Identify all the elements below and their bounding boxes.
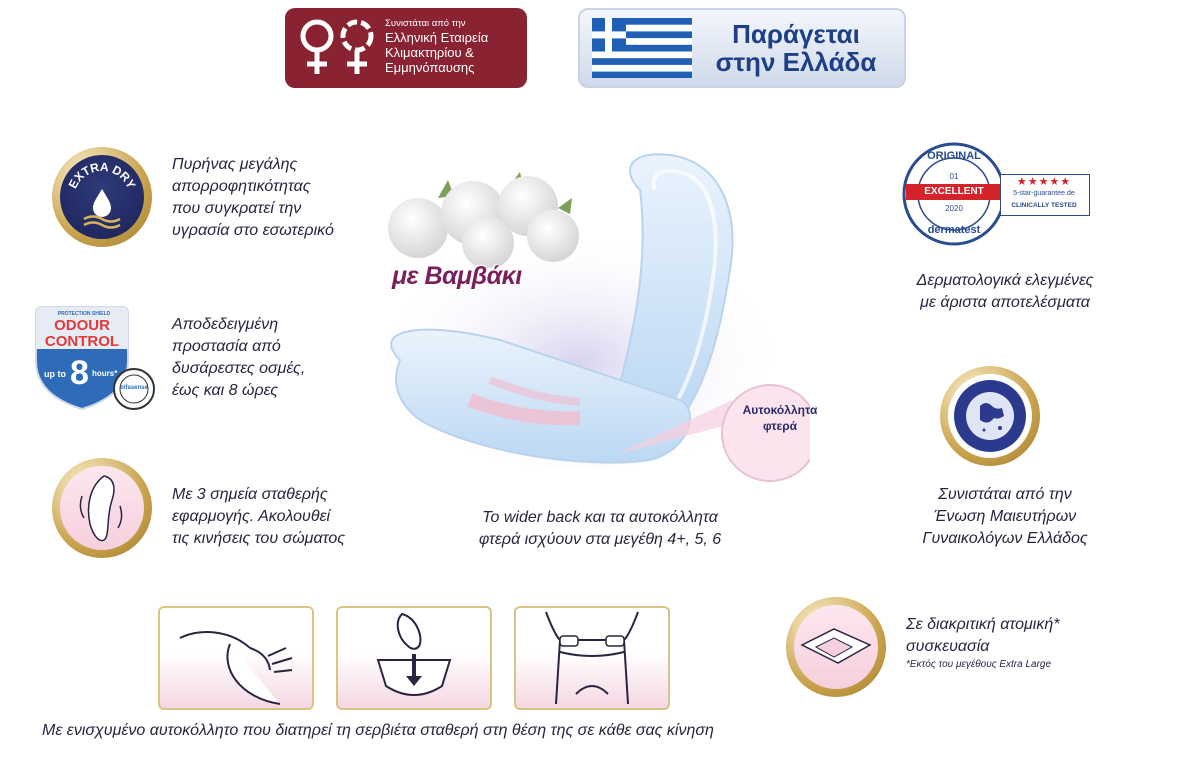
adhesive-caption: Με ενισχυμένο αυτοκόλλητο που διατηρεί τη σερβιέτα σταθερή στη θέση της σε κάθε σας κίνηση xyxy=(42,722,714,739)
feature-line: Συνιστάται από την xyxy=(938,486,1072,503)
feature-line: προστασία από xyxy=(172,338,281,355)
feature-line: που συγκρατεί την xyxy=(172,200,302,217)
feature-line: Ένωση Μαιευτήρων xyxy=(933,508,1077,525)
seal-year-top: 01 xyxy=(949,172,959,181)
wings-label-1: Αυτοκόλλητα xyxy=(742,403,818,417)
feature-line: υγρασία στο εσωτερικό xyxy=(172,222,334,239)
menopause-society-badge xyxy=(285,8,527,88)
cotton-label: με Βαμβάκι xyxy=(392,262,522,290)
wings-callout xyxy=(728,402,832,434)
cotton-balls-icon xyxy=(378,158,588,268)
apply-pad-illustration xyxy=(158,606,314,710)
pull-up-illustration xyxy=(514,606,670,710)
feature-line: έως και 8 ώρες xyxy=(172,382,278,399)
sizes-note xyxy=(458,507,742,551)
olfasense-seal: olfasense xyxy=(120,385,148,391)
obstetricians-union-seal-icon xyxy=(940,366,1040,466)
control-label: CONTROL xyxy=(44,333,120,350)
body-fit-icon xyxy=(52,458,152,558)
feature-line: Δερματολογικά ελεγμένες xyxy=(916,272,1094,289)
svg-text:EXTRA DRY xyxy=(66,160,139,191)
female-symbols-icon xyxy=(297,16,381,80)
individual-pack-text xyxy=(906,614,1059,672)
obstetricians-text xyxy=(880,484,1130,550)
protection-shield-label: PROTECTION SHIELD xyxy=(57,311,111,317)
feature-line: συσκευασία xyxy=(906,638,990,655)
made-line2: στην Ελλάδα xyxy=(715,47,877,77)
extra-dry-label: EXTRA DRY xyxy=(65,159,139,191)
sizes-note-line2: φτερά ισχύουν στα μεγέθη 4+, 5, 6 xyxy=(478,531,722,548)
dermatest-seal-icon xyxy=(902,142,1092,246)
extra-dry-text xyxy=(172,154,334,242)
greek-flag-icon xyxy=(592,18,692,78)
seal-brand: dermatest xyxy=(927,224,981,236)
seal-site: 5-star-guarantee.de xyxy=(1013,190,1075,197)
feature-line: Σε διακριτική ατομική* xyxy=(906,616,1060,633)
odour-label: ODOUR xyxy=(54,317,110,334)
wings-label-2: φτερά xyxy=(762,419,798,433)
menopause-society-text xyxy=(385,18,488,75)
extra-dry-icon xyxy=(52,147,152,247)
seal-tested: CLINICALLY TESTED xyxy=(1011,202,1077,209)
odour-control-icon xyxy=(30,305,158,413)
place-in-underwear-illustration xyxy=(336,606,492,710)
feature-line: δυσάρεστες οσμές, xyxy=(172,360,306,377)
made-in-greece-text xyxy=(696,20,896,76)
seal-excellent: EXCELLENT xyxy=(906,184,1002,200)
society-line3: Κλιμακτηρίου & xyxy=(385,45,474,60)
feature-line: τις κινήσεις του σώματος xyxy=(172,530,345,547)
individual-pack-icon xyxy=(786,597,886,697)
society-line4: Εμμηνόπαυσης xyxy=(385,60,475,75)
hours-number: 8 xyxy=(70,354,89,392)
seal-stars: ★★★★★ xyxy=(1016,176,1072,188)
feature-line: Γυναικολόγων Ελλάδος xyxy=(922,530,1088,547)
seal-year: 2020 xyxy=(945,204,963,213)
seal-original: ORIGINAL xyxy=(927,150,981,162)
feature-line: απορροφητικότητας xyxy=(172,178,311,195)
feature-line: με άριστα αποτελέσματα xyxy=(920,294,1090,311)
made-in-greece-badge xyxy=(578,8,906,88)
feature-line: Με 3 σημεία σταθερής xyxy=(172,486,328,503)
odour-control-text xyxy=(172,314,305,402)
society-line1: Συνιστάται από την xyxy=(385,18,466,29)
hours-label: hours* xyxy=(92,369,118,378)
pack-footnote: *Εκτός του μεγέθους Extra Large xyxy=(906,659,1052,670)
feature-line: Αποδεδειγμένη xyxy=(172,316,279,333)
society-line2: Ελληνική Εταιρεία xyxy=(385,30,489,45)
feature-line: εφαρμογής. Ακολουθεί xyxy=(172,508,331,525)
feature-line: Πυρήνας μεγάλης xyxy=(172,156,298,173)
up-to-label: up to xyxy=(44,369,66,379)
sizes-note-line1: Το wider back και τα αυτοκόλλητα xyxy=(482,509,718,526)
body-fit-text xyxy=(172,484,345,550)
dermatest-text xyxy=(880,270,1130,314)
made-line1: Παράγεται xyxy=(732,19,860,49)
